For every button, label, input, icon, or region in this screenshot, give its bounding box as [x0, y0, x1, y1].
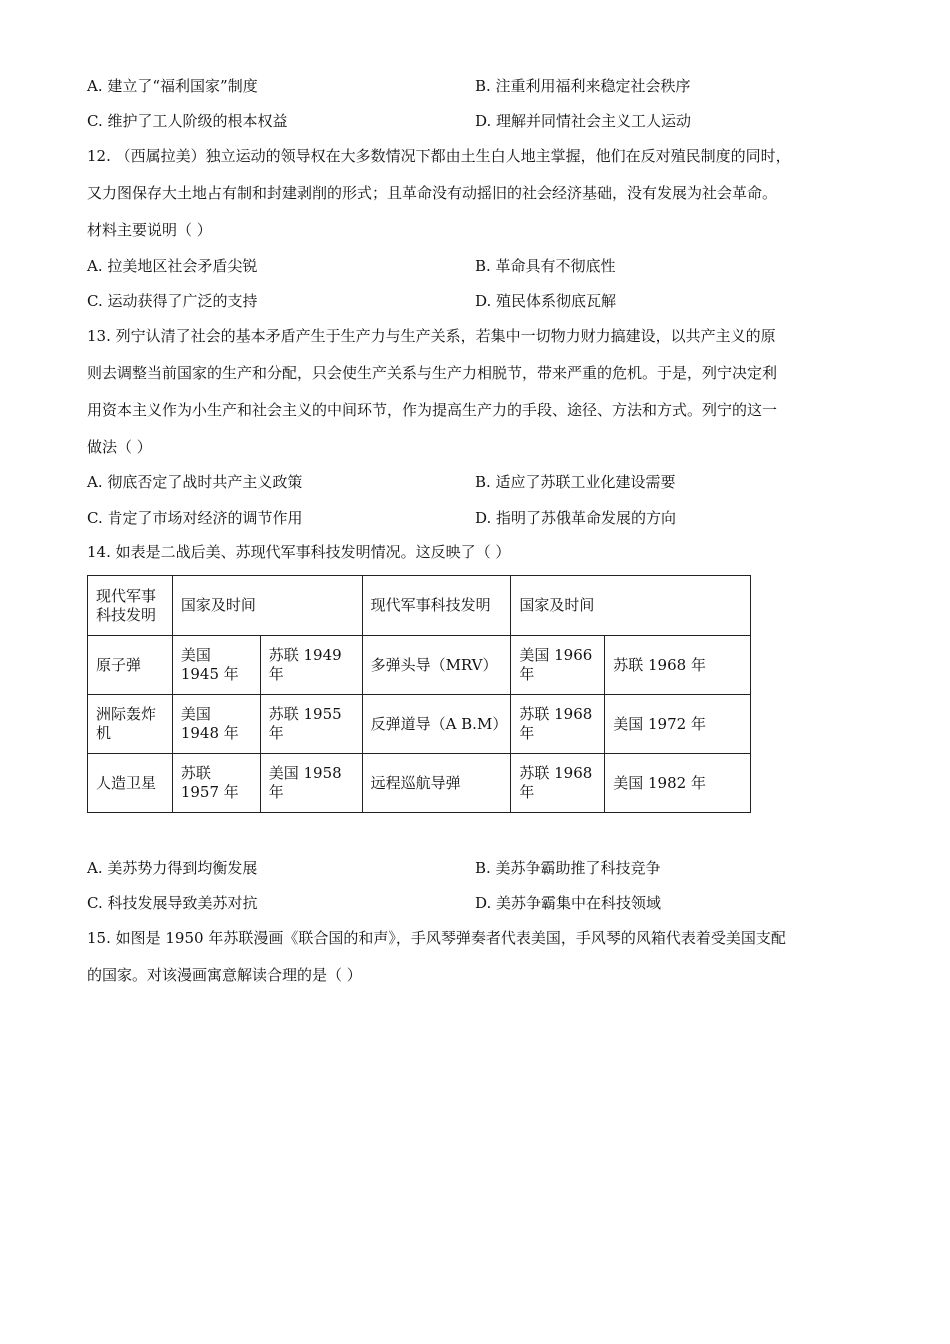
q11-option-c: C. 维护了工人阶级的根本权益: [87, 112, 288, 130]
q13-option-c: C. 肯定了市场对经济的调节作用: [87, 509, 303, 527]
table-cell: 人造卫星: [88, 754, 173, 813]
q12-option-b: B. 革命具有不彻底性: [475, 257, 616, 275]
table-header-cell: 国家及时间: [511, 576, 751, 636]
q14-option-c: C. 科技发展导致美苏对抗: [87, 894, 258, 912]
q13-stem-line-3: 用资本主义作为小生产和社会主义的中间环节，作为提高生产力的手段、途径、方法和方式。列宁的这一: [87, 401, 778, 419]
table-cell: 苏联 1968 年: [605, 636, 751, 695]
table-cell: 多弹头导（MRV）: [362, 636, 511, 695]
q12-option-c: C. 运动获得了广泛的支持: [87, 292, 258, 310]
q13-option-d: D. 指明了苏俄革命发展的方向: [475, 509, 677, 527]
table-cell: 苏联 1949 年: [260, 636, 362, 695]
q12-option-a: A. 拉美地区社会矛盾尖锐: [87, 257, 258, 275]
q14-option-a: A. 美苏势力得到均衡发展: [87, 859, 258, 877]
table-cell: 苏联 1957 年: [172, 754, 260, 813]
q12-option-d: D. 殖民体系彻底瓦解: [475, 292, 617, 310]
q11-option-a: A. 建立了“福利国家”制度: [87, 77, 258, 95]
q12-stem-line-2: 又力图保存大土地占有制和封建剥削的形式；且革命没有动摇旧的社会经济基础，没有发展为社会革命。: [87, 184, 778, 202]
table-header-row: [88, 576, 751, 636]
q15-stem-line-1: 15. 如图是 1950 年苏联漫画《联合国的和声》，手风琴弹奏者代表美国，手风琴的风箱代表着受美国支配: [87, 929, 786, 947]
table-cell: 苏联 1955 年: [260, 695, 362, 754]
q12-stem-line-3: 材料主要说明（ ）: [87, 221, 212, 239]
table-cell: 远程巡航导弹: [362, 754, 511, 813]
table-cell: 原子弹: [88, 636, 173, 695]
q14-option-b: B. 美苏争霸助推了科技竞争: [475, 859, 661, 877]
q14-option-d: D. 美苏争霸集中在科技领域: [475, 894, 662, 912]
table-row: [88, 754, 751, 813]
q11-option-d: D. 理解并同情社会主义工人运动: [475, 112, 692, 130]
q13-stem-line-2: 则去调整当前国家的生产和分配，只会使生产关系与生产力相脱节，带来严重的危机。于是，列宁决定利: [87, 364, 778, 382]
table-cell: 美国 1966 年: [511, 636, 605, 695]
q13-stem-line-1: 13. 列宁认清了社会的基本矛盾产生于生产力与生产关系，若集中一切物力财力搞建设，以共产主义的原: [87, 327, 776, 345]
table-cell: 美国 1958 年: [260, 754, 362, 813]
q14-stem-line-1: 14. 如表是二战后美、苏现代军事科技发明情况。这反映了（ ）: [87, 543, 511, 561]
q12-stem-line-1: 12. （西属拉美）独立运动的领导权在大多数情况下都由土生白人地主掌握，他们在反对殖民制度的同时，: [87, 147, 791, 165]
table-cell: 美国 1972 年: [605, 695, 751, 754]
q13-option-a: A. 彻底否定了战时共产主义政策: [87, 473, 303, 491]
table-cell: 反弹道导（A B.M）: [362, 695, 511, 754]
military-tech-table: [87, 575, 751, 813]
table-row: [88, 636, 751, 695]
table-cell: 洲际轰炸机: [88, 695, 173, 754]
q13-stem-line-4: 做法（ ）: [87, 438, 152, 456]
q13-option-b: B. 适应了苏联工业化建设需要: [475, 473, 676, 491]
table-header-cell: 国家及时间: [172, 576, 362, 636]
table-header-cell: 现代军事科技发明: [88, 576, 173, 636]
table-header-cell: 现代军事科技发明: [362, 576, 511, 636]
table-cell: 美国 1948 年: [172, 695, 260, 754]
table-cell: 美国 1945 年: [172, 636, 260, 695]
q15-stem-line-2: 的国家。对该漫画寓意解读合理的是（ ）: [87, 966, 362, 984]
table-row: [88, 695, 751, 754]
table-cell: 苏联 1968 年: [511, 695, 605, 754]
table-cell: 苏联 1968 年: [511, 754, 605, 813]
q11-option-b: B. 注重利用福利来稳定社会秩序: [475, 77, 691, 95]
table-cell: 美国 1982 年: [605, 754, 751, 813]
